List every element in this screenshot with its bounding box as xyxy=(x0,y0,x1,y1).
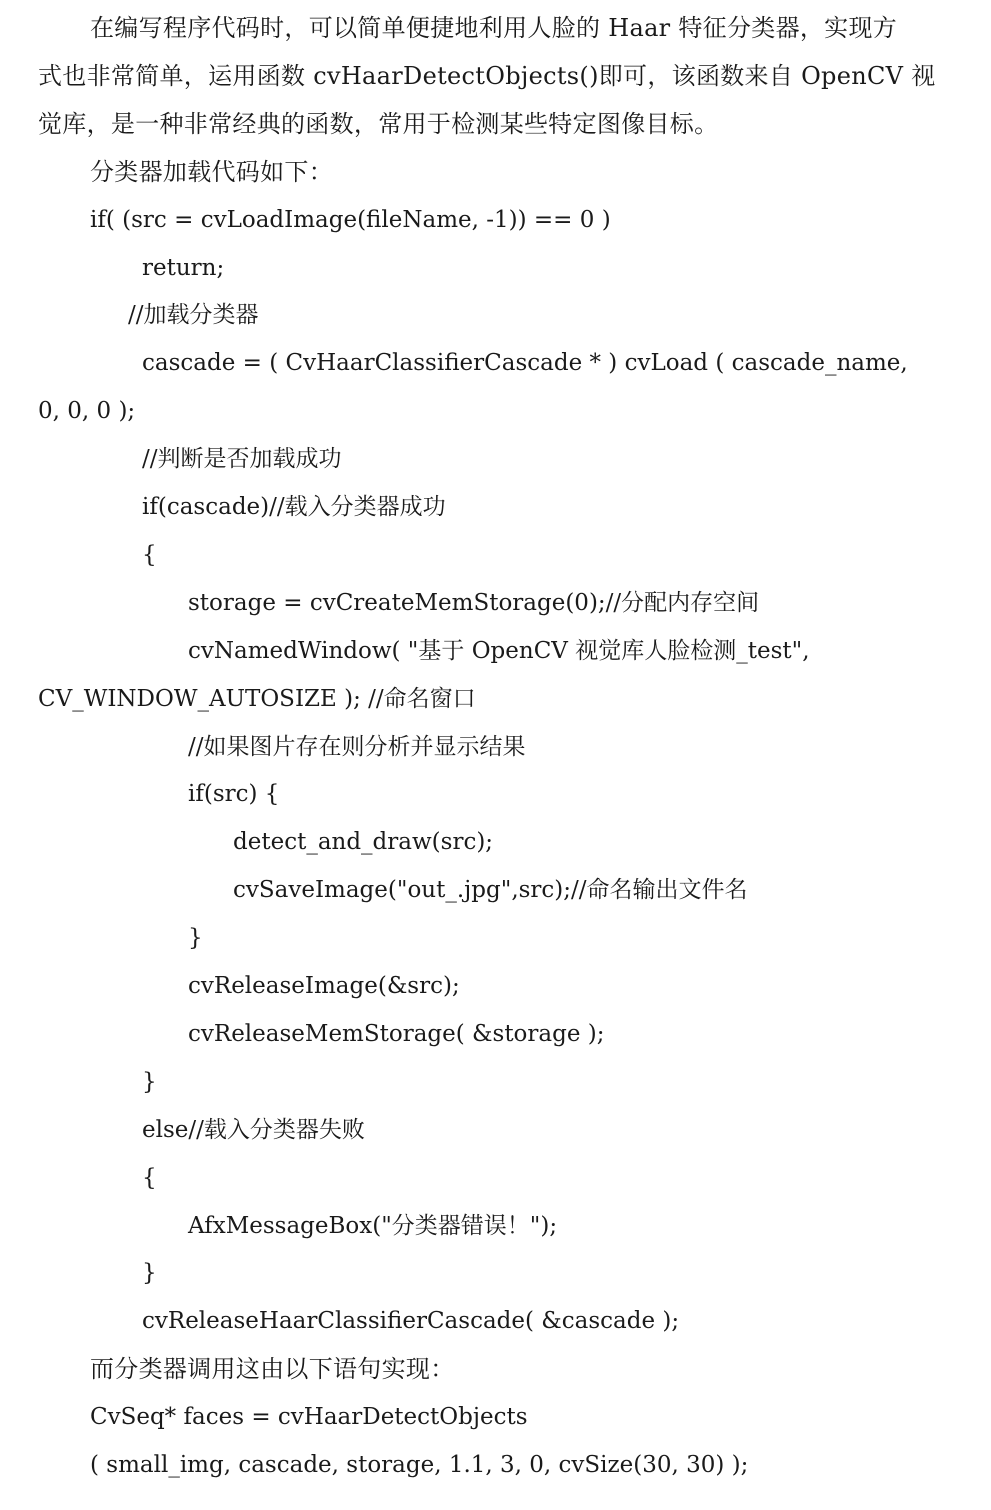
code-line: } xyxy=(188,925,203,951)
code-line: //加载分类器 xyxy=(128,302,259,328)
paragraph-line: 式也非常简单，运用函数 cvHaarDetectObjects()即可，该函数来自 OpenCV 视 xyxy=(38,62,936,90)
code-line: AfxMessageBox("分类器错误！"); xyxy=(188,1213,558,1239)
code-line: detect_and_draw(src); xyxy=(233,829,494,855)
code-line: cvReleaseImage(&src); xyxy=(188,973,460,999)
paragraph-line: 在编写程序代码时，可以简单便捷地利用人脸的 Haar 特征分类器，实现方 xyxy=(90,14,898,42)
code-line: cvReleaseMemStorage( &storage ); xyxy=(188,1021,605,1047)
paragraph-line: 而分类器调用这由以下语句实现： xyxy=(90,1355,455,1383)
code-line: 0, 0, 0 ); xyxy=(38,398,136,424)
code-line: CV_WINDOW_AUTOSIZE ); //命名窗口 xyxy=(38,686,476,712)
code-line: else//载入分类器失败 xyxy=(142,1117,365,1143)
code-line: cascade = ( CvHaarClassifierCascade * ) cvLoad ( cascade_name, xyxy=(142,350,908,376)
code-line: } xyxy=(142,1069,157,1095)
code-line: { xyxy=(142,1165,157,1191)
code-line: //判断是否加载成功 xyxy=(142,446,342,472)
code-line: cvReleaseHaarClassifierCascade( &cascade ); xyxy=(142,1308,680,1334)
code-line: if(cascade)//载入分类器成功 xyxy=(142,494,446,520)
code-line: storage = cvCreateMemStorage(0);//分配内存空间 xyxy=(188,590,760,616)
code-line: if(src) { xyxy=(188,781,280,807)
code-line: } xyxy=(142,1260,157,1286)
code-line: return; xyxy=(142,255,225,281)
code-line: cvSaveImage("out_.jpg",src);//命名输出文件名 xyxy=(233,877,748,903)
code-line: if( (src = cvLoadImage(fileName, -1)) == 0 ) xyxy=(90,207,611,233)
code-line: cvNamedWindow( "基于 OpenCV 视觉库人脸检测_test", xyxy=(188,638,810,664)
code-line: CvSeq* faces = cvHaarDetectObjects xyxy=(90,1404,528,1430)
code-line: ( small_img, cascade, storage, 1.1, 3, 0, cvSize(30, 30) ); xyxy=(90,1452,749,1478)
paragraph-line: 觉库，是一种非常经典的函数，常用于检测某些特定图像目标。 xyxy=(38,110,719,138)
code-line: { xyxy=(142,542,157,568)
paragraph-line: 分类器加载代码如下： xyxy=(90,158,333,186)
code-line: //如果图片存在则分析并显示结果 xyxy=(188,734,526,760)
